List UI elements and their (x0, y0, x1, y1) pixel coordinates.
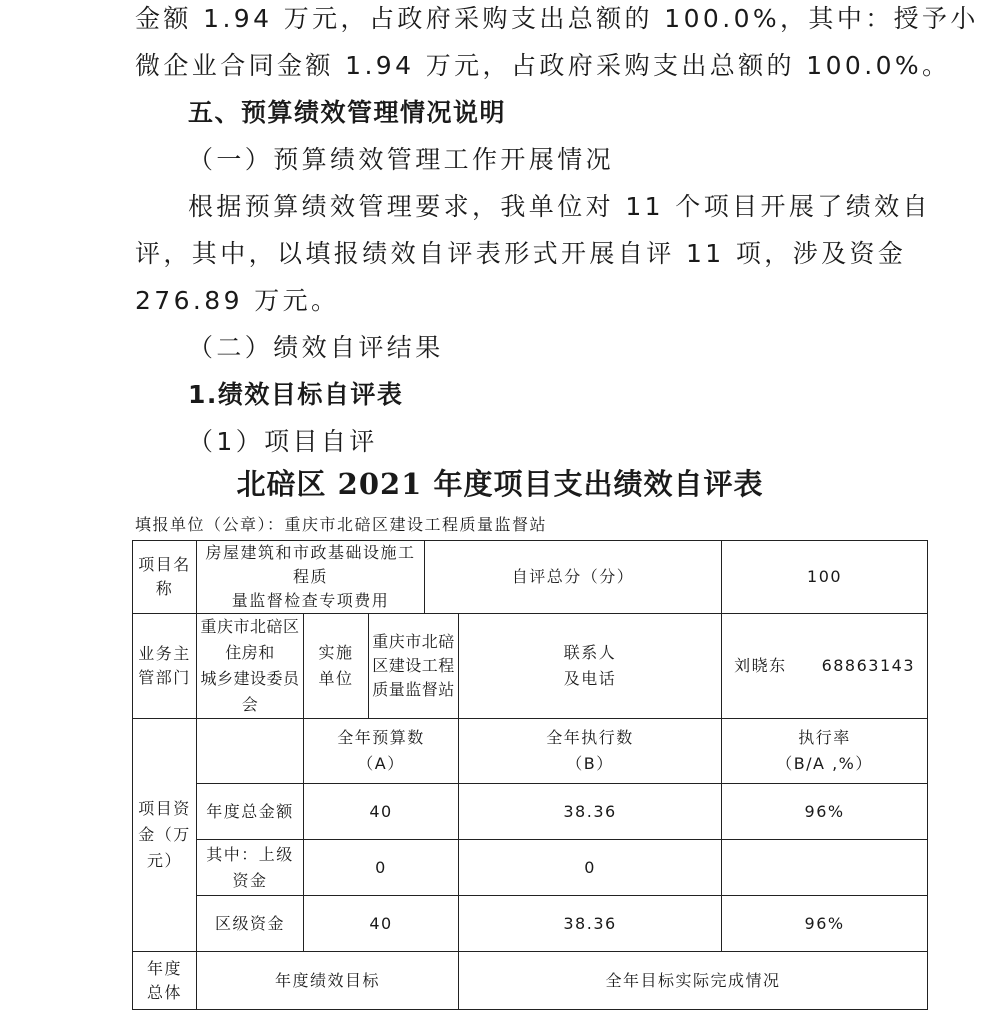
row-label: 年度总金额 (197, 784, 304, 840)
budget-header: 全年预算数 （A） (304, 719, 459, 784)
section-heading: 五、预算绩效管理情况说明 (188, 98, 507, 127)
table-row (133, 719, 928, 784)
exec-header: 全年执行数 （B） (459, 719, 722, 784)
row-label: 区级资金 (197, 896, 304, 952)
paragraph-line: 根据预算绩效管理要求，我单位对 11 个项目开展了绩效自 (188, 192, 931, 221)
subsection-heading: （二）绩效自评结果 (188, 333, 444, 362)
dept-value: 重庆市北碚区住房和 城乡建设委员会 (197, 614, 304, 719)
fill-unit: 填报单位（公章）：重庆市北碚区建设工程质量监督站 (135, 515, 548, 534)
exec-value: 38.36 (459, 896, 722, 952)
table-row (133, 840, 928, 896)
row-label: 其中：上级 资金 (197, 840, 304, 896)
budget-value: 40 (304, 784, 459, 840)
rate-value: 96% (722, 896, 928, 952)
impl-value: 重庆市北碚 区建设工程 质量监督站 (369, 614, 459, 719)
empty-cell (197, 719, 304, 784)
exec-value: 38.36 (459, 784, 722, 840)
dept-label: 业务主 管部门 (133, 614, 197, 719)
exec-value: 0 (459, 840, 722, 896)
funds-label: 项目资 金（万 元） (133, 719, 197, 952)
budget-value: 40 (304, 896, 459, 952)
table-row (133, 784, 928, 840)
rate-value: 96% (722, 784, 928, 840)
annual-actual-header: 全年目标实际完成情况 (459, 952, 928, 1010)
item-subheading: （1）项目自评 (188, 427, 378, 456)
overall-label: 年度 总体 (133, 952, 197, 1010)
evaluation-table (132, 540, 928, 1010)
project-name-value: 房屋建筑和市政基础设施工程质 量监督检查专项费用 (197, 541, 425, 614)
subsection-heading: （一）预算绩效管理工作开展情况 (188, 145, 615, 174)
table-title: 北碚区 2021 年度项目支出绩效自评表 (236, 467, 764, 501)
impl-label: 实施 单位 (304, 614, 369, 719)
table-row (133, 896, 928, 952)
paragraph-line: 金额 1.94 万元，占政府采购支出总额的 100.0%，其中：授予小 (135, 4, 979, 33)
contact-value: 刘晓东 68863143 (722, 614, 928, 719)
table-row (133, 952, 928, 1010)
rate-header: 执行率 （B/A ,%） (722, 719, 928, 784)
annual-goal-header: 年度绩效目标 (197, 952, 459, 1010)
table-row (133, 541, 928, 614)
contact-label: 联系人 及电话 (459, 614, 722, 719)
paragraph-line: 276.89 万元。 (135, 286, 340, 315)
project-name-label: 项目名 称 (133, 541, 197, 614)
self-score-value: 100 (722, 541, 928, 614)
self-score-label: 自评总分（分） (425, 541, 722, 614)
paragraph-line: 评，其中，以填报绩效自评表形式开展自评 11 项，涉及资金 (135, 239, 907, 268)
paragraph-line: 微企业合同金额 1.94 万元，占政府采购支出总额的 100.0%。 (135, 51, 951, 80)
budget-value: 0 (304, 840, 459, 896)
item-heading: 1.绩效目标自评表 (188, 380, 404, 409)
table-row (133, 614, 928, 719)
rate-value (722, 840, 928, 896)
